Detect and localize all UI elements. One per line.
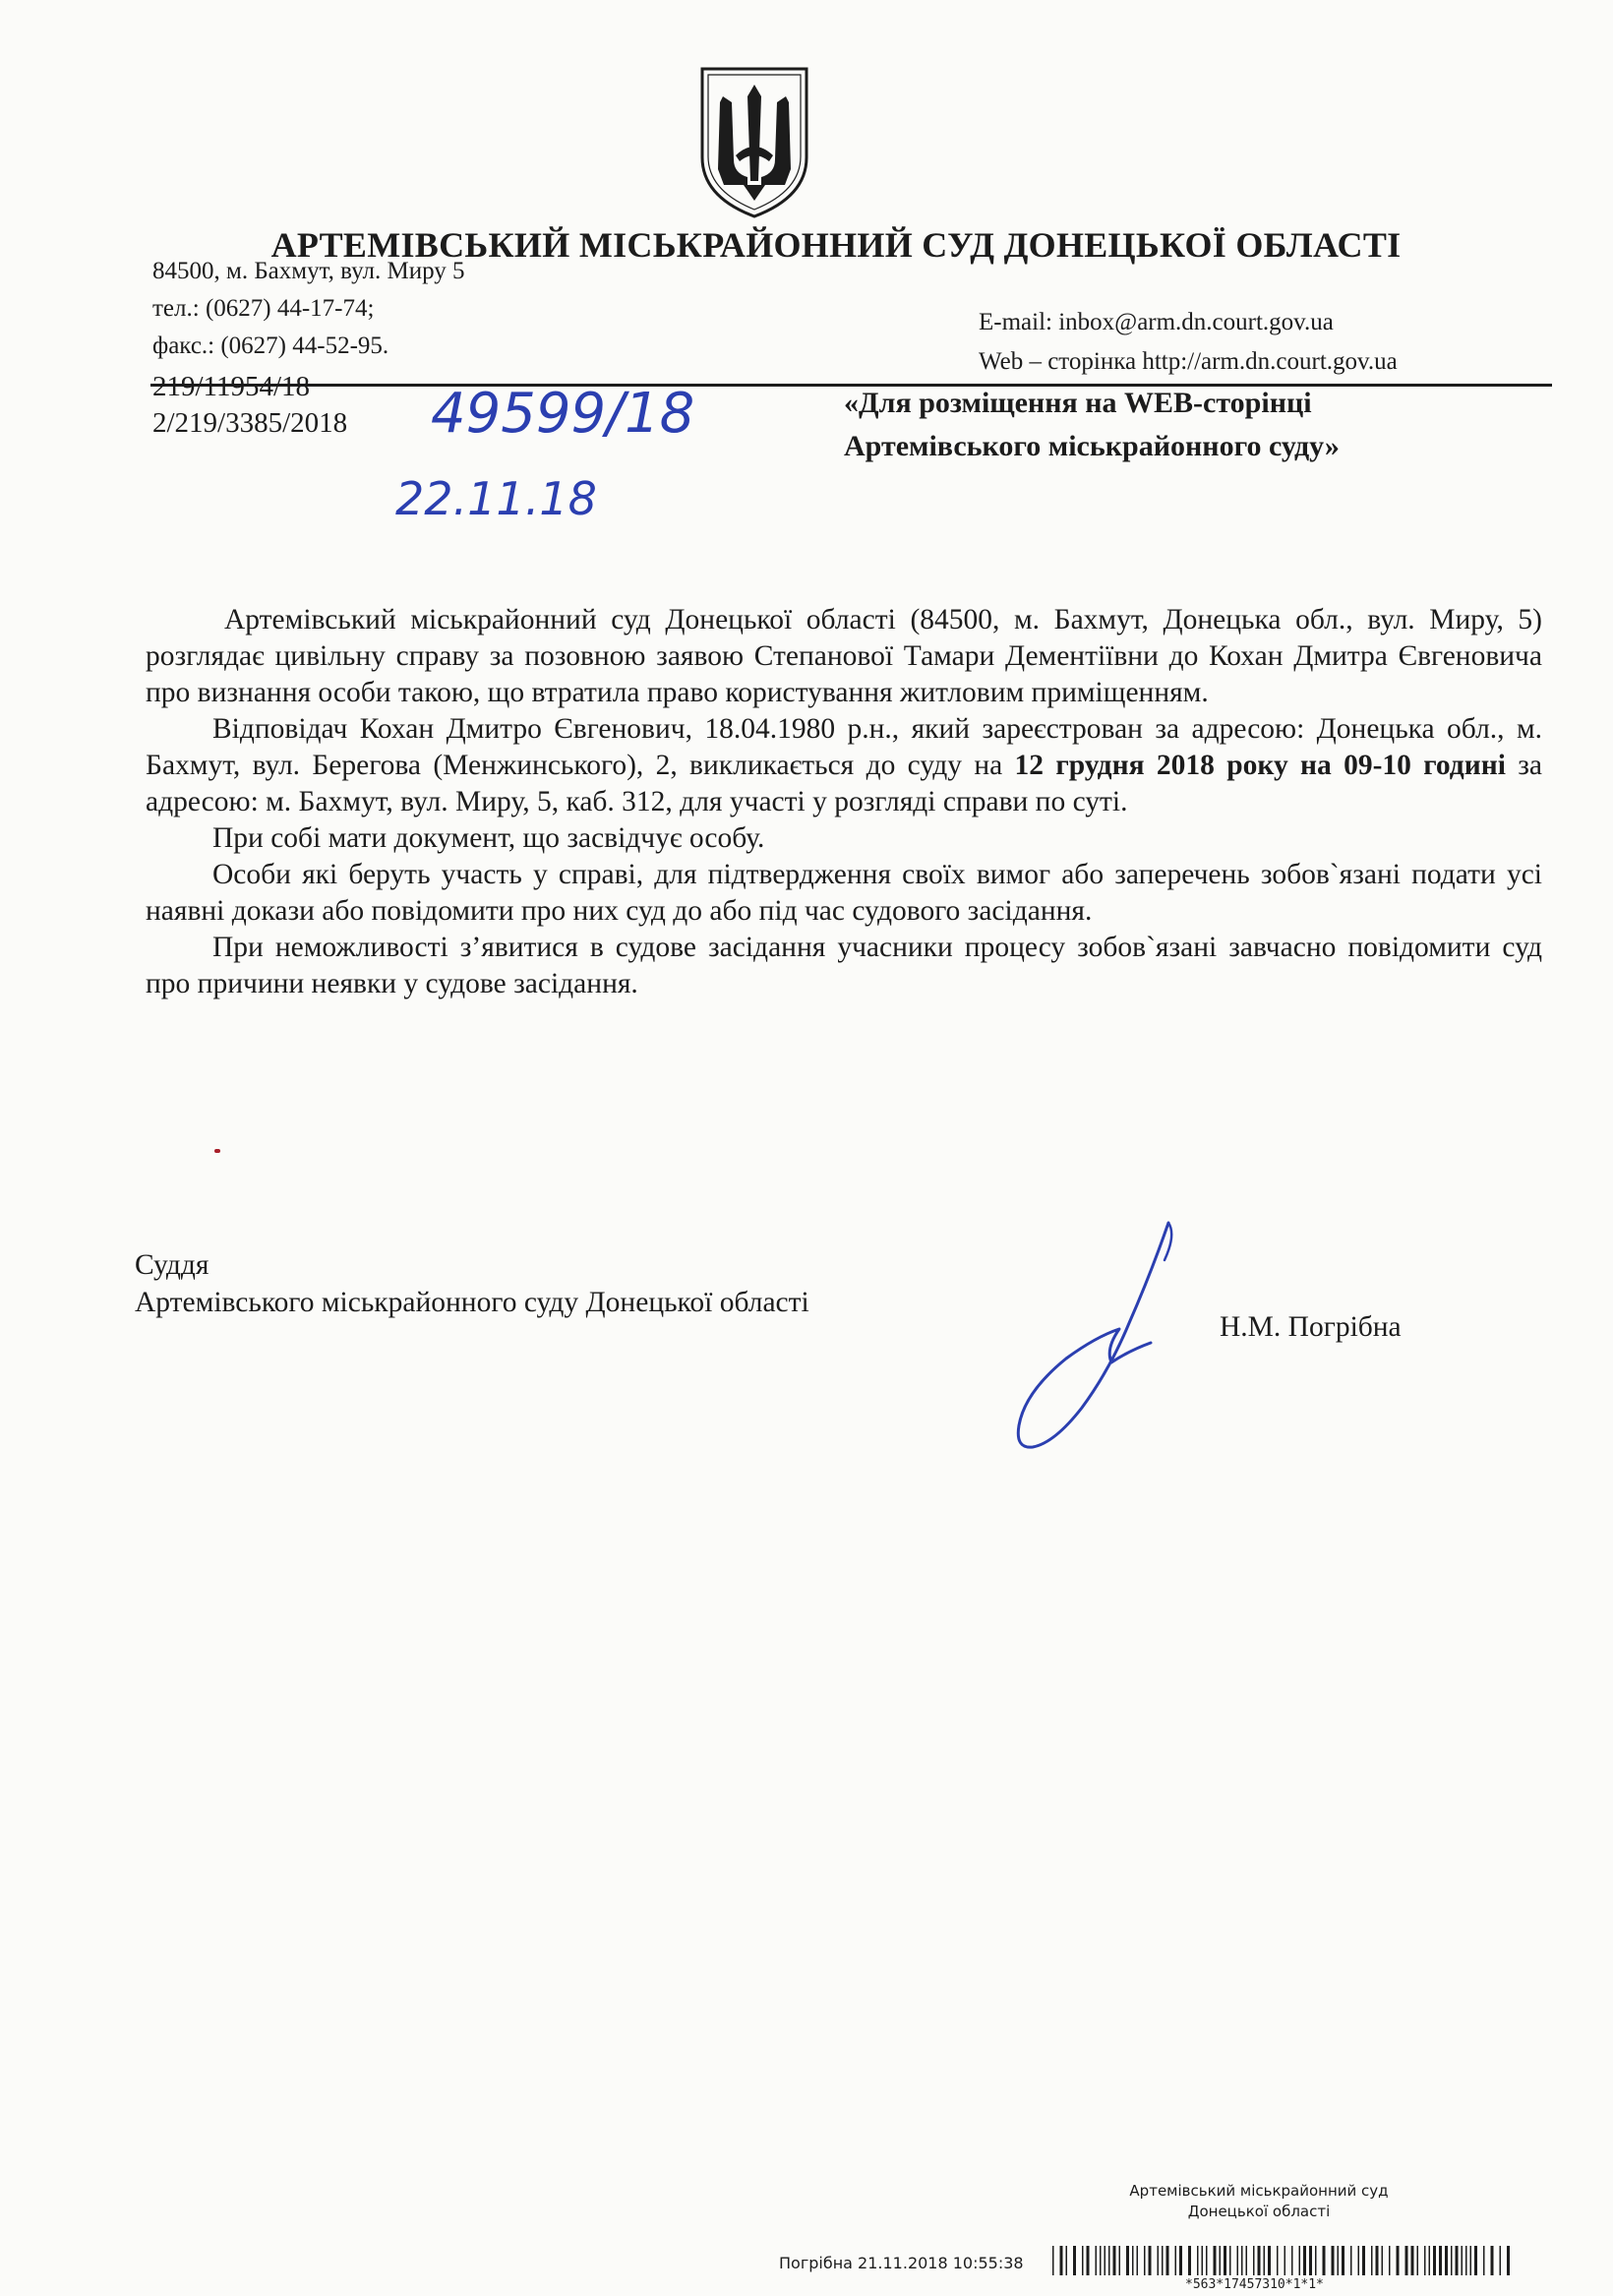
barcode-bar [1405,2246,1408,2275]
barcode-bar [1491,2246,1494,2275]
court-email: E-mail: inbox@arm.dn.court.gov.ua [979,309,1334,335]
barcode-icon [1052,2246,1515,2275]
barcode-bar [1277,2246,1279,2275]
barcode-bar [1224,2246,1226,2275]
barcode-bar [1371,2246,1373,2275]
barcode-bar [1332,2246,1335,2275]
web-note-line-2: Артемівського міськрайонного суду» [844,430,1340,462]
barcode-bar [1315,2246,1317,2275]
barcode-bar [1166,2246,1169,2275]
web-note-line-1: «Для розміщення на WEB-сторінці [844,387,1312,419]
registration-stamp-court [1111,2181,1406,2222]
barcode-bar [1284,2246,1286,2275]
signature-title-line-2: Артемівського міськрайонного суду Донецької області [135,1287,809,1318]
barcode-bar [1105,2246,1106,2275]
barcode-bar [1429,2246,1431,2275]
summons-text-start: Відповідач Кохан Дмитро Євгенович, 18.04.1980 р.н., який зареєстрован за адресою: Донецька обл., м. Бахмут, вул. Берегова (Менжинського), 2, викликається до суду на [146,713,1542,781]
barcode-bar [1483,2246,1485,2275]
paragraph-case-description: Артемівський міськрайонний суд Донецької області (84500, м. Бахмут, Донецька обл., вул. Миру, 5) розглядає цивільну справу за позовною заявою Степанової Тамари Дементіївни до Кохан Дмитра Євгеновича про визнання особи такою, що втратила право користування житловим приміщенням. [146,604,1542,708]
court-title: АРТЕМІВСЬКИЙ МІСЬКРАЙОННИЙ СУД ДОНЕЦЬКОЇ ОБЛАСТІ [270,225,1402,265]
letter-body [146,602,1542,1002]
barcode-bar [1253,2246,1255,2275]
signature-title [135,1246,809,1321]
barcode-bar [1258,2246,1261,2275]
barcode-bar [1220,2246,1222,2275]
barcode-bar [1175,2246,1177,2275]
barcode-bar [1268,2246,1271,2275]
barcode-bar [1389,2246,1391,2275]
barcode-bar [1451,2246,1453,2275]
barcode-bar [1197,2246,1199,2275]
barcode-bar [1465,2246,1467,2275]
barcode-bar [1299,2246,1301,2275]
barcode-bar [1060,2246,1063,2275]
barcode-bar [1445,2246,1448,2275]
barcode-bar [1376,2246,1379,2275]
barcode-bar [1132,2246,1134,2275]
barcode-bar [1323,2246,1326,2275]
barcode-bar [1382,2246,1384,2275]
barcode-bar [1137,2246,1139,2275]
barcode-bar [1149,2246,1152,2275]
web-publication-note [844,382,1340,468]
paragraph-identity-document: При собі мати документ, що засвідчує особу. [212,822,765,854]
barcode-bar [1202,2246,1204,2275]
barcode-bar [1456,2246,1459,2275]
barcode-bar [1309,2246,1312,2275]
barcode-bar [1342,2246,1344,2275]
barcode-bar [1214,2246,1217,2275]
barcode-bar [1246,2246,1248,2275]
paragraph-absence-notice: При неможливості з’явитися в судове засідання учасники процесу зобов`язані завчасно повідомити суд про причини неявки у судове засідання. [146,932,1542,999]
barcode-bar [1066,2246,1068,2275]
court-fax: факс.: (0627) 44-52-95. [152,332,389,359]
judge-name: Н.М. Погрібна [1220,1311,1402,1343]
barcode-bar [1338,2246,1340,2275]
proceeding-number: 2/219/3385/2018 [152,407,348,439]
barcode-bar [1052,2246,1054,2275]
handwritten-registration-date: 22.11.18 [395,472,597,525]
barcode-bar [1108,2246,1110,2275]
trident-emblem-icon [696,63,812,220]
barcode-bar [1179,2246,1182,2275]
barcode-bar [1500,2246,1502,2275]
barcode-bar [1424,2246,1426,2275]
barcode-bar [1350,2246,1352,2275]
barcode-bar [1358,2246,1360,2275]
hearing-date-time: 12 грудня 2018 року на 09-10 годині [1014,750,1506,781]
court-phone: тел.: (0627) 44-17-74; [152,295,375,322]
barcode-bar [1113,2246,1116,2275]
barcode-bar [1206,2246,1208,2275]
barcode-bar [1462,2246,1464,2275]
ink-mark [214,1149,220,1153]
barcode-bar [1474,2246,1477,2275]
barcode-bar [1291,2246,1293,2275]
barcode-bar [1417,2246,1419,2275]
registrar-datetime: Погрібна 21.11.2018 10:55:38 [779,2254,1024,2272]
barcode-bar [1397,2246,1400,2275]
barcode-bar [1362,2246,1365,2275]
handwritten-registration-number: 49599/18 [431,382,695,446]
barcode-bar [1082,2246,1084,2275]
barcode-bar [1119,2246,1121,2275]
barcode-bar [1439,2246,1442,2275]
barcode-bar [1087,2246,1090,2275]
court-address: 84500, м. Бахмут, вул. Миру 5 [152,258,465,284]
case-number: 219/11954/18 [152,371,311,402]
barcode-bar [1237,2246,1239,2275]
stamp-court-line-1: Артемівський міськрайонний суд [1129,2182,1389,2200]
barcode-bar [1507,2246,1510,2275]
barcode-bar [1264,2246,1266,2275]
barcode-bar [1241,2246,1243,2275]
summons-text-end: за адресою: м. Бахмут, вул. Миру, 5, каб. 312, для участі у розгляді справи по суті. [146,750,1542,817]
judge-signature-icon [1003,1215,1190,1456]
barcode-bar [1229,2246,1231,2275]
paragraph-summons [146,711,1542,820]
barcode-bar [1100,2246,1102,2275]
barcode-bar [1073,2246,1076,2275]
barcode-bar [1096,2246,1098,2275]
court-website: Web – сторінка http://arm.dn.court.gov.ua [979,348,1398,375]
barcode-bar [1144,2246,1146,2275]
barcode-bar [1433,2246,1436,2275]
barcode-bar [1470,2246,1472,2275]
paragraph-evidence: Особи які беруть участь у справі, для підтвердження своїх вимог або заперечень зобов`язані подати усі наявні докази або повідомити про них суд до або під час судового засідання. [146,859,1542,927]
barcode-bar [1162,2246,1164,2275]
signature-title-line-1: Суддя [135,1249,209,1281]
barcode-bar [1126,2246,1129,2275]
barcode-bar [1411,2246,1414,2275]
barcode-bar [1158,2246,1160,2275]
stamp-court-line-2: Донецької області [1187,2203,1331,2220]
barcode-bar [1303,2246,1306,2275]
barcode-number: *563*17457310*1*1* [1185,2277,1324,2292]
barcode-bar [1188,2246,1191,2275]
